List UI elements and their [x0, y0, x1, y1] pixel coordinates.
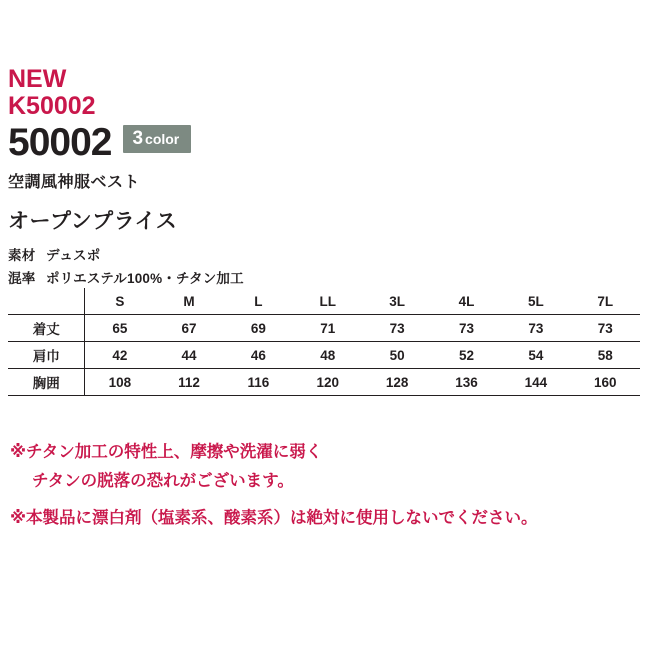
cell-length-5l: 73	[501, 315, 570, 342]
cell-chest-l: 116	[224, 369, 293, 396]
cell-shoulder-5l: 54	[501, 342, 570, 369]
new-label: NEW	[8, 65, 67, 93]
table-row	[8, 342, 640, 369]
size-table-corner	[8, 288, 85, 315]
blend-line	[8, 267, 244, 287]
cell-shoulder-m: 44	[154, 342, 223, 369]
cell-length-l: 69	[224, 315, 293, 342]
notes-block	[10, 438, 644, 533]
cell-length-m: 67	[154, 315, 223, 342]
row-label-chest: 胸囲	[8, 369, 85, 396]
cell-length-7l: 73	[571, 315, 640, 342]
cell-shoulder-7l: 58	[571, 342, 640, 369]
product-header	[8, 66, 244, 287]
color-word: color	[145, 130, 180, 147]
size-header-5l: 5L	[501, 288, 570, 315]
note-line-2: チタンの脱落の恐れがございます。	[32, 471, 294, 490]
cell-shoulder-3l: 50	[362, 342, 431, 369]
cell-length-3l: 73	[362, 315, 431, 342]
cell-chest-m: 112	[154, 369, 223, 396]
model-row	[8, 123, 244, 162]
note-line-1: ※チタン加工の特性上、摩擦や洗濯に弱く	[10, 443, 323, 461]
size-header-7l: 7L	[571, 288, 640, 315]
product-name: 空調風神服ベスト	[8, 174, 141, 191]
size-header-s: S	[85, 288, 154, 315]
cell-length-ll: 71	[293, 315, 362, 342]
cell-chest-3l: 128	[362, 369, 431, 396]
note-line-3: ※本製品に漂白剤（塩素系、酸素系）は絶対に使用しないでください。	[10, 508, 538, 527]
cell-shoulder-4l: 52	[432, 342, 501, 369]
size-header-l: L	[224, 288, 293, 315]
row-label-shoulder: 肩巾	[8, 342, 85, 369]
size-header-3l: 3L	[362, 288, 431, 315]
material-line	[8, 244, 244, 264]
cell-length-4l: 73	[432, 315, 501, 342]
size-header-m: M	[154, 288, 223, 315]
cell-shoulder-ll: 48	[293, 342, 362, 369]
color-count-badge	[123, 125, 191, 153]
size-header-ll: LL	[293, 288, 362, 315]
cell-length-s: 65	[85, 315, 154, 342]
color-count: 3	[132, 127, 144, 149]
cell-chest-ll: 120	[293, 369, 362, 396]
cell-chest-7l: 160	[571, 369, 640, 396]
material-label: 素材	[8, 248, 36, 263]
model-number: 50002	[8, 121, 112, 164]
size-table-header-row	[8, 288, 640, 315]
cell-shoulder-l: 46	[224, 342, 293, 369]
cell-chest-5l: 144	[501, 369, 570, 396]
product-code: K50002	[8, 92, 96, 121]
cell-chest-4l: 136	[432, 369, 501, 396]
row-label-length: 着丈	[8, 315, 85, 342]
blend-label: 混率	[8, 271, 36, 286]
table-row	[8, 369, 640, 396]
cell-chest-s: 108	[85, 369, 154, 396]
material-value: デュスポ	[46, 248, 101, 263]
cell-shoulder-s: 42	[85, 342, 154, 369]
size-header-4l: 4L	[432, 288, 501, 315]
size-table	[8, 288, 640, 396]
table-row	[8, 315, 640, 342]
blend-value: ポリエステル100%・チタン加工	[46, 271, 244, 286]
price-text: オープンプライス	[8, 210, 178, 233]
